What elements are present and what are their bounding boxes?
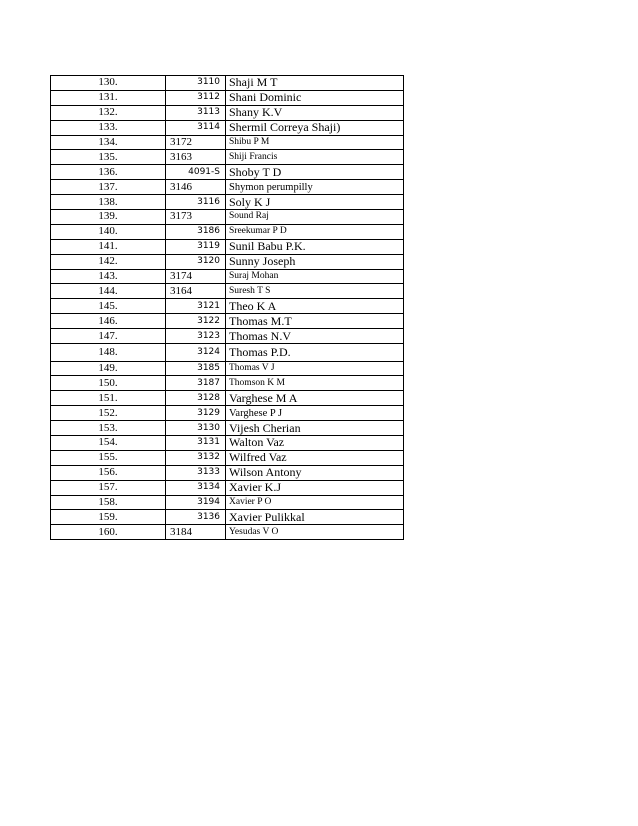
member-name: Thomas M.T xyxy=(226,314,404,329)
member-name: Sunny Joseph xyxy=(226,254,404,269)
member-id: 3124 xyxy=(166,344,226,362)
table-row xyxy=(51,210,404,225)
serial-number: 147. xyxy=(51,329,166,344)
serial-number: 158. xyxy=(51,495,166,510)
table-row xyxy=(51,344,404,362)
serial-number: 145. xyxy=(51,299,166,314)
member-name: Sunil Babu P.K. xyxy=(226,239,404,254)
table-row xyxy=(51,105,404,120)
table-row xyxy=(51,361,404,376)
serial-number: 143. xyxy=(51,269,166,284)
member-name: Yesudas V O xyxy=(226,525,404,540)
serial-number: 138. xyxy=(51,195,166,210)
table-row xyxy=(51,195,404,210)
table-row xyxy=(51,314,404,329)
serial-number: 157. xyxy=(51,480,166,495)
serial-number: 144. xyxy=(51,284,166,299)
member-id: 3120 xyxy=(166,254,226,269)
table-row xyxy=(51,284,404,299)
member-id: 3122 xyxy=(166,314,226,329)
table-row xyxy=(51,450,404,465)
serial-number: 135. xyxy=(51,150,166,165)
serial-number: 130. xyxy=(51,76,166,91)
member-table xyxy=(50,75,404,540)
table-row xyxy=(51,525,404,540)
serial-number: 134. xyxy=(51,135,166,150)
serial-number: 151. xyxy=(51,391,166,406)
table-row xyxy=(51,180,404,195)
table-row xyxy=(51,495,404,510)
member-id: 3163 xyxy=(166,150,226,165)
member-id: 3164 xyxy=(166,284,226,299)
serial-number: 154. xyxy=(51,435,166,450)
serial-number: 150. xyxy=(51,376,166,391)
member-name: Soly K J xyxy=(226,195,404,210)
serial-number: 137. xyxy=(51,180,166,195)
member-id: 3129 xyxy=(166,406,226,421)
member-id: 3114 xyxy=(166,120,226,135)
member-id: 3173 xyxy=(166,210,226,225)
member-id: 3130 xyxy=(166,421,226,436)
member-id: 3110 xyxy=(166,76,226,91)
member-id: 3121 xyxy=(166,299,226,314)
member-name: Shany K.V xyxy=(226,105,404,120)
serial-number: 159. xyxy=(51,510,166,525)
table-row xyxy=(51,269,404,284)
serial-number: 139. xyxy=(51,210,166,225)
member-id: 3187 xyxy=(166,376,226,391)
member-name: Sound Raj xyxy=(226,210,404,225)
member-id: 3174 xyxy=(166,269,226,284)
member-name: Shaji M T xyxy=(226,76,404,91)
table-row xyxy=(51,510,404,525)
table-row xyxy=(51,435,404,450)
member-id: 3134 xyxy=(166,480,226,495)
member-id: 3119 xyxy=(166,239,226,254)
table-row xyxy=(51,329,404,344)
serial-number: 160. xyxy=(51,525,166,540)
table-row xyxy=(51,376,404,391)
table-row xyxy=(51,254,404,269)
table-row xyxy=(51,224,404,239)
table-row xyxy=(51,150,404,165)
member-name: Vijesh Cherian xyxy=(226,421,404,436)
member-name: Thomas N.V xyxy=(226,329,404,344)
member-name: Thomson K M xyxy=(226,376,404,391)
member-name: Suresh T S xyxy=(226,284,404,299)
table-row xyxy=(51,76,404,91)
member-id: 3146 xyxy=(166,180,226,195)
table-row xyxy=(51,406,404,421)
member-id: 3194 xyxy=(166,495,226,510)
member-name: Suraj Mohan xyxy=(226,269,404,284)
member-id: 3136 xyxy=(166,510,226,525)
table-row xyxy=(51,120,404,135)
serial-number: 146. xyxy=(51,314,166,329)
member-name: Xavier P O xyxy=(226,495,404,510)
serial-number: 142. xyxy=(51,254,166,269)
member-name: Sreekumar P D xyxy=(226,224,404,239)
serial-number: 155. xyxy=(51,450,166,465)
member-name: Shani Dominic xyxy=(226,90,404,105)
member-name: Thomas P.D. xyxy=(226,344,404,362)
serial-number: 153. xyxy=(51,421,166,436)
member-name: Varghese P J xyxy=(226,406,404,421)
serial-number: 131. xyxy=(51,90,166,105)
member-name: Xavier Pulikkal xyxy=(226,510,404,525)
member-id: 3133 xyxy=(166,465,226,480)
member-id: 3132 xyxy=(166,450,226,465)
member-id: 3116 xyxy=(166,195,226,210)
table-row xyxy=(51,90,404,105)
member-id: 3184 xyxy=(166,525,226,540)
table-row xyxy=(51,480,404,495)
member-name: Shermil Correya Shaji) xyxy=(226,120,404,135)
member-name: Walton Vaz xyxy=(226,435,404,450)
table-row xyxy=(51,165,404,180)
serial-number: 133. xyxy=(51,120,166,135)
serial-number: 148. xyxy=(51,344,166,362)
member-id: 3112 xyxy=(166,90,226,105)
table-row xyxy=(51,135,404,150)
table-row xyxy=(51,391,404,406)
member-id: 4091-S xyxy=(166,165,226,180)
serial-number: 152. xyxy=(51,406,166,421)
table-row xyxy=(51,465,404,480)
member-id: 3113 xyxy=(166,105,226,120)
member-name: Shiji Francis xyxy=(226,150,404,165)
member-name: Theo K A xyxy=(226,299,404,314)
member-name: Wilfred Vaz xyxy=(226,450,404,465)
table-row xyxy=(51,299,404,314)
serial-number: 156. xyxy=(51,465,166,480)
member-id: 3185 xyxy=(166,361,226,376)
member-name: Varghese M A xyxy=(226,391,404,406)
serial-number: 149. xyxy=(51,361,166,376)
member-id: 3123 xyxy=(166,329,226,344)
table-row xyxy=(51,421,404,436)
member-name: Shymon perumpilly xyxy=(226,180,404,195)
serial-number: 140. xyxy=(51,224,166,239)
member-id: 3186 xyxy=(166,224,226,239)
table-row xyxy=(51,239,404,254)
member-name: Shoby T D xyxy=(226,165,404,180)
serial-number: 141. xyxy=(51,239,166,254)
member-id: 3131 xyxy=(166,435,226,450)
member-id: 3172 xyxy=(166,135,226,150)
serial-number: 132. xyxy=(51,105,166,120)
member-name: Wilson Antony xyxy=(226,465,404,480)
member-name: Thomas V J xyxy=(226,361,404,376)
member-name: Shibu P M xyxy=(226,135,404,150)
member-id: 3128 xyxy=(166,391,226,406)
serial-number: 136. xyxy=(51,165,166,180)
member-name: Xavier K.J xyxy=(226,480,404,495)
